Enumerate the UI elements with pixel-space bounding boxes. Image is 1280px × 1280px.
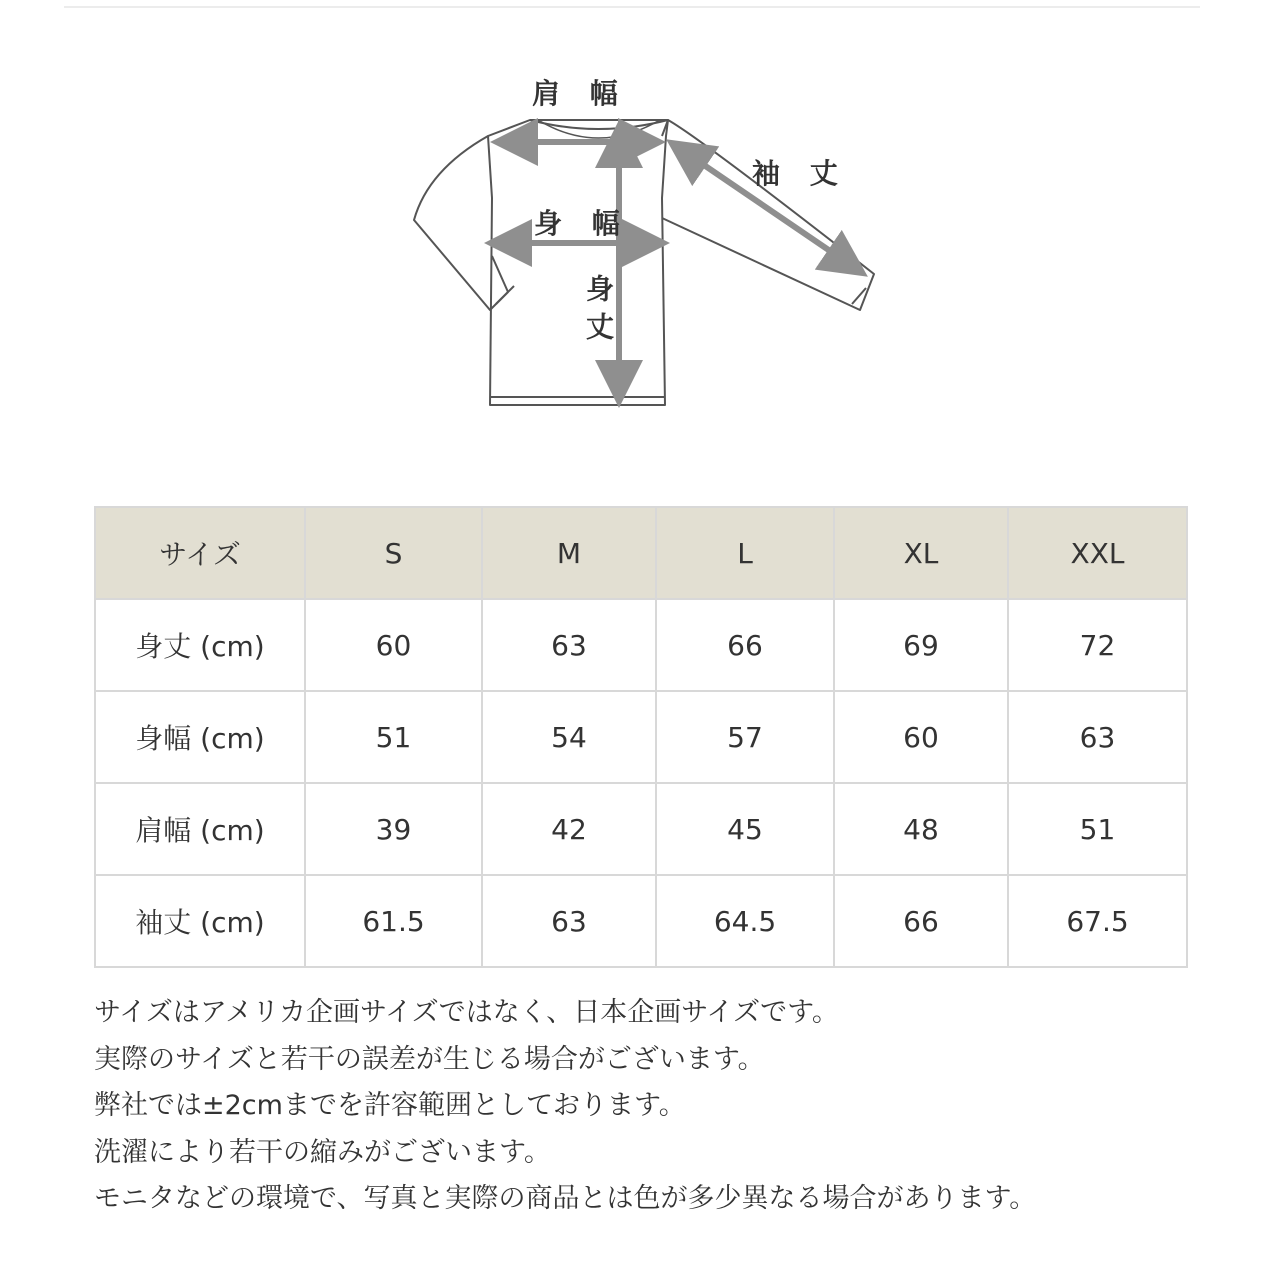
table-cell: 51: [1008, 783, 1187, 875]
note-line: モニタなどの環境で、写真と実際の商品とは色が多少異なる場合があります。: [94, 1183, 1037, 1214]
table-cell: 45: [656, 783, 834, 875]
table-cell: 63: [1008, 691, 1187, 783]
long-sleeve-shirt-outline-icon: [400, 60, 900, 430]
header-cell-l: L: [656, 507, 834, 599]
note-line: 弊社では±2cmまでを許容範囲としております。: [94, 1090, 686, 1121]
header-cell-xxl: XXL: [1008, 507, 1187, 599]
table-cell: 72: [1008, 599, 1187, 691]
table-cell: 64.5: [656, 875, 834, 967]
table-cell: 42: [482, 783, 656, 875]
table-cell: 67.5: [1008, 875, 1187, 967]
table-cell: 54: [482, 691, 656, 783]
header-cell-size: サイズ: [95, 507, 305, 599]
row-label: 身丈 (cm): [95, 599, 305, 691]
table-cell: 66: [834, 875, 1008, 967]
shoulder-width-label: 肩 幅: [532, 77, 628, 110]
body-length-label: 身丈: [582, 274, 615, 350]
table-header-row: [95, 507, 1187, 599]
table-cell: 63: [482, 875, 656, 967]
table-row: [95, 599, 1187, 691]
header-cell-xl: XL: [834, 507, 1008, 599]
size-notes: [94, 990, 1214, 1223]
table-cell: 66: [656, 599, 834, 691]
table-row: [95, 875, 1187, 967]
sleeve-length-label: 袖 丈: [752, 157, 848, 190]
table-cell: 57: [656, 691, 834, 783]
table-cell: 39: [305, 783, 482, 875]
note-line: サイズはアメリカ企画サイズではなく、日本企画サイズです。: [94, 997, 839, 1028]
row-label: 袖丈 (cm): [95, 875, 305, 967]
table-cell: 60: [305, 599, 482, 691]
table-cell: 51: [305, 691, 482, 783]
table-cell: 63: [482, 599, 656, 691]
row-label: 身幅 (cm): [95, 691, 305, 783]
table-cell: 48: [834, 783, 1008, 875]
row-label: 肩幅 (cm): [95, 783, 305, 875]
note-line: 洗濯により若干の縮みがございます。: [94, 1136, 551, 1168]
size-chart-table: [94, 506, 1188, 968]
table-cell: 60: [834, 691, 1008, 783]
table-cell: 61.5: [305, 875, 482, 967]
shirt-measurement-diagram: [400, 60, 900, 430]
table-cell: 69: [834, 599, 1008, 691]
header-cell-s: S: [305, 507, 482, 599]
table-row: [95, 783, 1187, 875]
header-cell-m: M: [482, 507, 656, 599]
top-divider: [64, 6, 1200, 8]
body-width-label: 身 幅: [534, 207, 630, 240]
table-row: [95, 691, 1187, 783]
note-line: 実際のサイズと若干の誤差が生じる場合がございます。: [94, 1043, 765, 1075]
